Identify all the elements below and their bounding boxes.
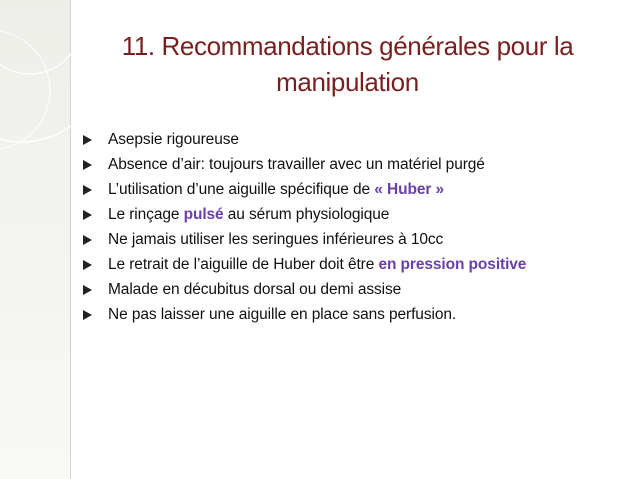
bullet-text: Absence d’air: toujours travailler avec un matériel purgé: [108, 156, 485, 173]
arrow-bullet-icon: [83, 185, 92, 195]
bullet-text: Ne jamais utiliser les seringues inférieures à 10cc: [108, 231, 444, 248]
bullet-text: Asepsie rigoureuse: [108, 131, 239, 148]
bullet-item: [80, 180, 625, 200]
bullet-text: Malade en décubitus dorsal ou demi assise: [108, 281, 402, 298]
bullet-text: Le rinçage: [108, 206, 184, 223]
bullet-item: [80, 280, 625, 300]
bullet-highlight: en pression positive: [378, 256, 527, 273]
bullet-item: [80, 255, 625, 275]
bullet-text: au sérum physiologique: [223, 206, 390, 223]
bullet-highlight: pulsé: [183, 206, 224, 223]
bullet-item: [80, 130, 625, 150]
arrow-bullet-icon: [83, 235, 92, 245]
slide-title: 11. Recommandations générales pour la manipulation: [121, 31, 574, 97]
bullet-text: L’utilisation d’une aiguille spécifique de: [108, 181, 375, 198]
bullet-item: [80, 230, 625, 250]
arrow-bullet-icon: [83, 260, 92, 270]
bullet-highlight: « Huber »: [374, 181, 445, 198]
bullet-list: [80, 130, 625, 330]
bullet-item: [80, 305, 625, 325]
arrow-bullet-icon: [83, 310, 92, 320]
bullet-item: [80, 155, 625, 175]
arrow-bullet-icon: [83, 285, 92, 295]
arrow-bullet-icon: [83, 160, 92, 170]
bullet-text: Le retrait de l’aiguille de Huber doit être: [108, 256, 379, 273]
bullet-text: Ne pas laisser une aiguille en place sans perfusion.: [108, 306, 457, 323]
bullet-item: [80, 205, 625, 225]
arrow-bullet-icon: [83, 135, 92, 145]
arrow-bullet-icon: [83, 210, 92, 220]
